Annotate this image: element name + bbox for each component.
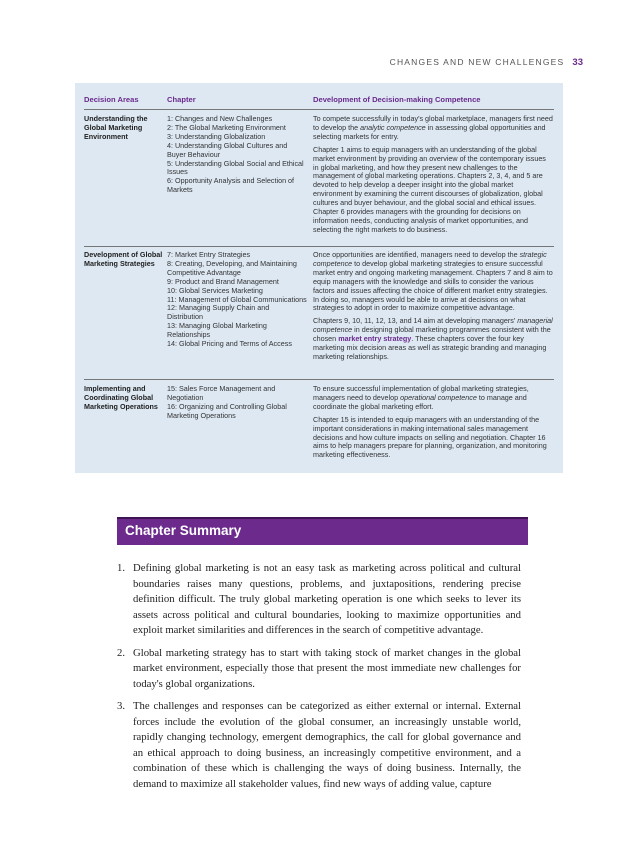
- table-row: [84, 251, 554, 376]
- item-text: The challenges and responses can be categorized as either external or internal. External forces include the evolution of the global consumer, an increasingly unstable world, rapidly changing technology, emergent demographics, the call for global governance and an ethical approach to doing business, an increasingly competitive environment, and a combination of these which is challenging the ways of doing business. Internally, the demand to maximize all stakeholder values, find new ways of adding value, capture: [133, 700, 521, 790]
- text-run: To compete successfully in today's global marketplace, managers first need to develop the: [313, 114, 553, 132]
- description-paragraph: [313, 251, 553, 313]
- table-header: [84, 95, 554, 110]
- list-item: [117, 699, 521, 792]
- text-run: Once opportunities are identified, managers need to develop the: [313, 250, 520, 259]
- chapter-item: 8: Creating, Developing, and Maintaining Competitive Advantage: [167, 258, 297, 277]
- chapter-list: [167, 115, 307, 195]
- chapter-item: 16: Organizing and Controlling Global Marketing Operations: [167, 401, 287, 420]
- decision-area: Development of Global Marketing Strategies: [84, 250, 163, 268]
- text-run: . These chapters cover the four key marketing mix decision areas as well as strategic branding and managing marketing relationships.: [313, 334, 547, 361]
- chapter-item: 10: Global Services Marketing: [167, 285, 263, 295]
- chapter-item: 12: Managing Supply Chain and Distribution: [167, 303, 270, 322]
- chapter-item: 13: Managing Global Marketing Relationships: [167, 321, 267, 340]
- text-run: to manage and coordinate the global marketing effort.: [313, 392, 527, 411]
- row-divider: [84, 379, 554, 380]
- chapter-item: 6: Opportunity Analysis and Selection of Markets: [167, 176, 295, 195]
- header-decision-areas: Decision Areas: [84, 95, 139, 104]
- competence-description: [313, 385, 553, 464]
- chapter-item: 11: Management of Global Communications: [167, 294, 307, 304]
- running-head: [390, 57, 583, 68]
- running-head-title: CHANGES AND NEW CHALLENGES: [389, 57, 565, 67]
- chapter-summary-heading: [117, 517, 528, 545]
- header-chapter: Chapter: [167, 95, 196, 104]
- emphasis-term: managerial competence: [313, 316, 553, 335]
- competence-description: [313, 115, 553, 239]
- chapter-item: 15: Sales Force Management and Negotiation: [167, 384, 276, 402]
- description-paragraph: [313, 385, 553, 412]
- item-text: Defining global marketing is not an easy task as marketing across political and cultural boundaries raises many questions, problems, and juxtapositions, rendering precise definition difficult. The truly global marketing operation is one which seeks to lever its assets across political and cultural boundaries, looking to maximize opportunities and exploit market similarities and differences in the search of competitive advantage.: [133, 562, 521, 636]
- chapter-item: 7: Market Entry Strategies: [167, 250, 251, 259]
- description-paragraph: [313, 115, 553, 142]
- header-development: Development of Decision-making Competence: [313, 95, 481, 104]
- page-number: 33: [572, 57, 583, 68]
- list-item: [117, 646, 521, 693]
- list-item: [117, 561, 521, 639]
- chapter-item: 14: Global Pricing and Terms of Access: [167, 339, 292, 349]
- emphasis-term: analytic competence: [360, 122, 426, 132]
- item-number: 2.: [117, 646, 126, 659]
- item-number: 1.: [117, 562, 126, 574]
- description-paragraph: Chapter 15 is intended to equip managers with an understanding of the important considerations in making international sales management decisions and how culture impacts on selling and negotiation. Chapter 16 aims to help managers prepare for planning, organization, and monitoring marketing effectiveness.: [313, 414, 547, 460]
- emphasis-term: operational competence: [400, 392, 477, 402]
- table-row: [84, 115, 554, 245]
- text-run: To ensure successful implementation of global marketing strategies, managers need to develop: [313, 384, 529, 402]
- highlighted-term: market entry strategy: [338, 334, 412, 344]
- competence-table: [75, 83, 563, 473]
- competence-description: [313, 251, 553, 366]
- chapter-item: 2: The Global Marketing Environment: [167, 122, 286, 132]
- row-divider: [84, 246, 554, 247]
- text-run: in designing global marketing programmes consistent with the chosen: [313, 325, 551, 344]
- text-run: Chapters 9, 10, 11, 12, 13, and 14 aim at developing managers': [313, 316, 518, 326]
- decision-area: Implementing and Coordinating Global Marketing Operations: [84, 384, 158, 411]
- chapter-item: 4: Understanding Global Cultures and Buyer Behaviour: [167, 140, 288, 159]
- chapter-item: 5: Understanding Global Social and Ethical Issues: [167, 158, 304, 177]
- description-paragraph: [313, 317, 553, 362]
- text-run: to develop global marketing strategies to ensure successful market entry and ongoing marketing management. Chapters 7 and 8 aim to equip managers with the knowledge and skills to consider the various factors and issues affecting the choice of different market entry strategies. In doing so, managers would be able to arrive at decisions on what strategies to adopt in order to maximize competitive advantage.: [313, 258, 553, 313]
- description-paragraph: Chapter 1 aims to equip managers with an understanding of the global market environment by providing an overview of the contemporary issues in global marketing, and how they present new challenges to the management of global marketing operations. Chapters 2, 3, 4, and 5 are devoted to help develop a deeper insight into the global market environment by examining the current discourses of globalization, global cultures and buyer behaviour, and the global social and ethical issues. Chapter 6 provides managers with the grounding for decisions on information needs, conducting analysis of market opportunities, and selecting the right markets to do business.: [313, 144, 546, 234]
- item-text: Global marketing strategy has to start with taking stock of market changes in the global market environment, especially those that present the most immediate new challenges for today's global organizations.: [133, 646, 521, 690]
- emphasis-term: strategic competence: [313, 250, 547, 268]
- text-run: in assessing global opportunities and selecting markets for entry.: [313, 122, 546, 141]
- summary-list: [117, 561, 521, 799]
- chapter-item: 1: Changes and New Challenges: [167, 114, 273, 123]
- table-row: [84, 385, 554, 470]
- decision-area: Understanding the Global Marketing Environment: [84, 114, 148, 141]
- item-number: 3.: [117, 700, 126, 712]
- chapter-item: 9: Product and Brand Management: [167, 276, 279, 286]
- chapter-item: 3: Understanding Globalization: [167, 131, 266, 141]
- chapter-list: [167, 385, 307, 421]
- summary-title: Chapter Summary: [125, 523, 242, 538]
- chapter-list: [167, 251, 307, 349]
